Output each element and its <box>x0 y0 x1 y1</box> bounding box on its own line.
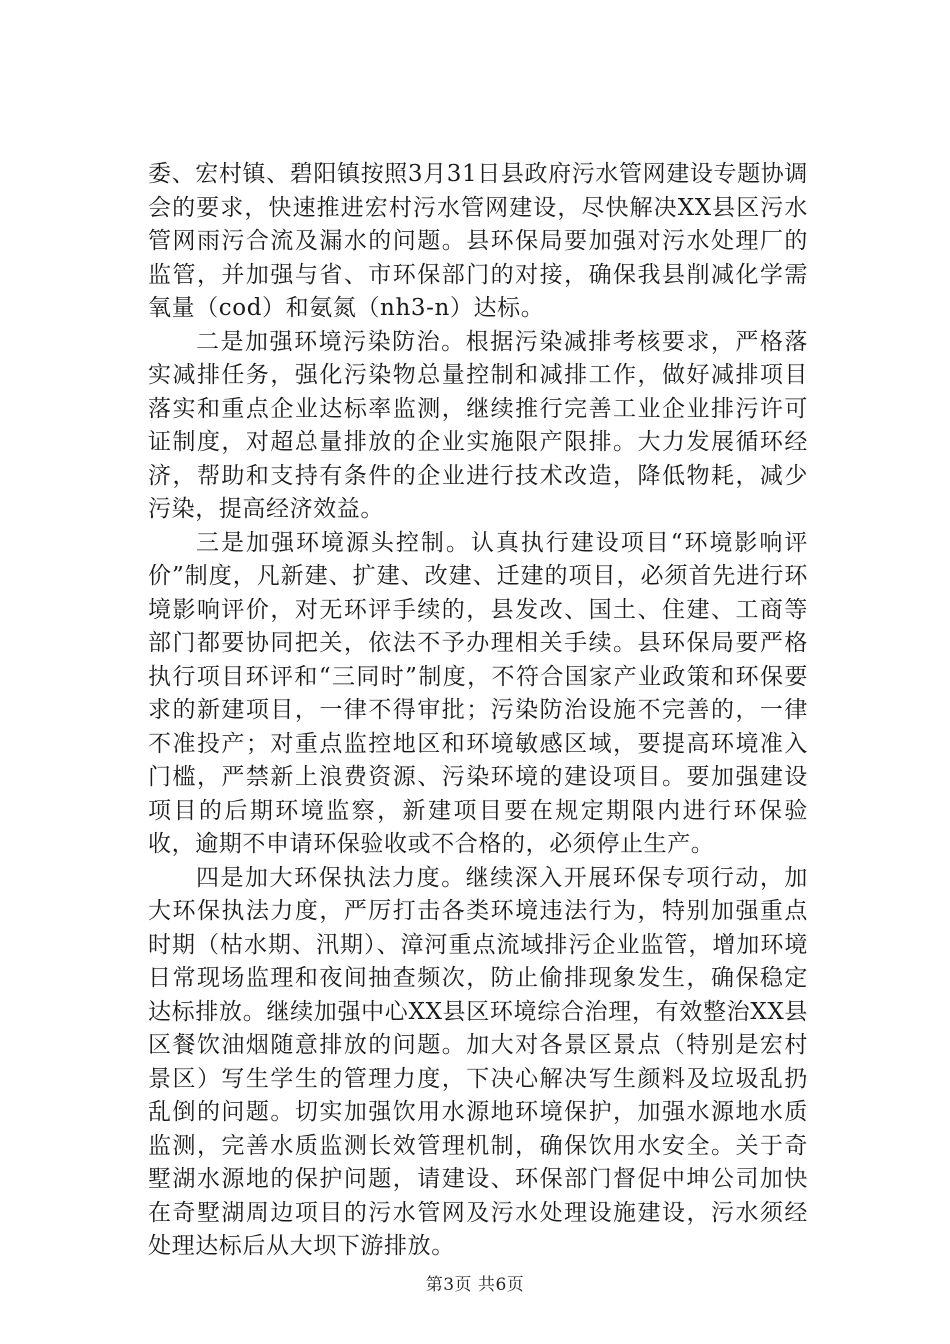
document-body <box>148 158 808 1264</box>
page-number-footer: 第3页 共6页 <box>425 1275 525 1295</box>
paragraph-2: 二是加强环境污染防治。根据污染减排考核要求，严格落实减排任务，强化污染物总量控制和减排工作，做好减排项目落实和重点企业达标率监测，继续推行完善工业企业排污许可证制度，对超总量排放的企业实施限产限排。大力发展循环经济，帮助和支持有条件的企业进行技术改造，降低物耗，减少污染，提高经济效益。 <box>148 328 808 522</box>
paragraph-3: 三是加强环境源头控制。认真执行建设项目“环境影响评价”制度，凡新建、扩建、改建、迁建的项目，必须首先进行环境影响评价，对无环评手续的，县发改、国土、住建、工商等部门都要协同把关，依法不予办理相关手续。县环保局要严格执行项目环评和“三同时”制度，不符合国家产业政策和环保要求的新建项目，一律不得审批；污染防治设施不完善的，一律不准投产；对重点监控地区和环境敏感区域，要提高环境准入门槛，严禁新上浪费资源、污染环境的建设项目。要加强建设项目的后期环境监察，新建项目要在规定期限内进行环保验收，逾期不申请环保验收或不合格的，必须停止生产。 <box>148 529 808 857</box>
paragraph-1: 委、宏村镇、碧阳镇按照3月31日县政府污水管网建设专题协调会的要求，快速推进宏村污水管网建设，尽快解决XX县区污水管网雨污合流及漏水的问题。县环保局要加强对污水处理厂的监管，并加强与省、市环保部门的对接，确保我县削减化学需氧量（cod）和氨氮（nh3-n）达标。 <box>148 161 808 321</box>
paragraph-4: 四是加大环保执法力度。继续深入开展环保专项行动，加大环保执法力度，严厉打击各类环境违法行为，特别加强重点时期（枯水期、汛期）、漳河重点流域排污企业监管，增加环境日常现场监理和夜间抽查频次，防止偷排现象发生，确保稳定达标排放。继续加强中心XX县区环境综合治理，有效整治XX县区餐饮油烟随意排放的问题。加大对各景区景点（特别是宏村景区）写生学生的管理力度，下决心解决写生颜料及垃圾乱扔乱倒的问题。切实加强饮用水源地环境保护，加强水源地水质监测，完善水质监测长效管理机制，确保饮用水安全。关于奇墅湖水源地的保护问题，请建设、环保部门督促中坤公司加快在奇墅湖周边项目的污水管网及污水处理设施建设，污水须经处理达标后从大坝下游排放。 <box>148 864 808 1259</box>
